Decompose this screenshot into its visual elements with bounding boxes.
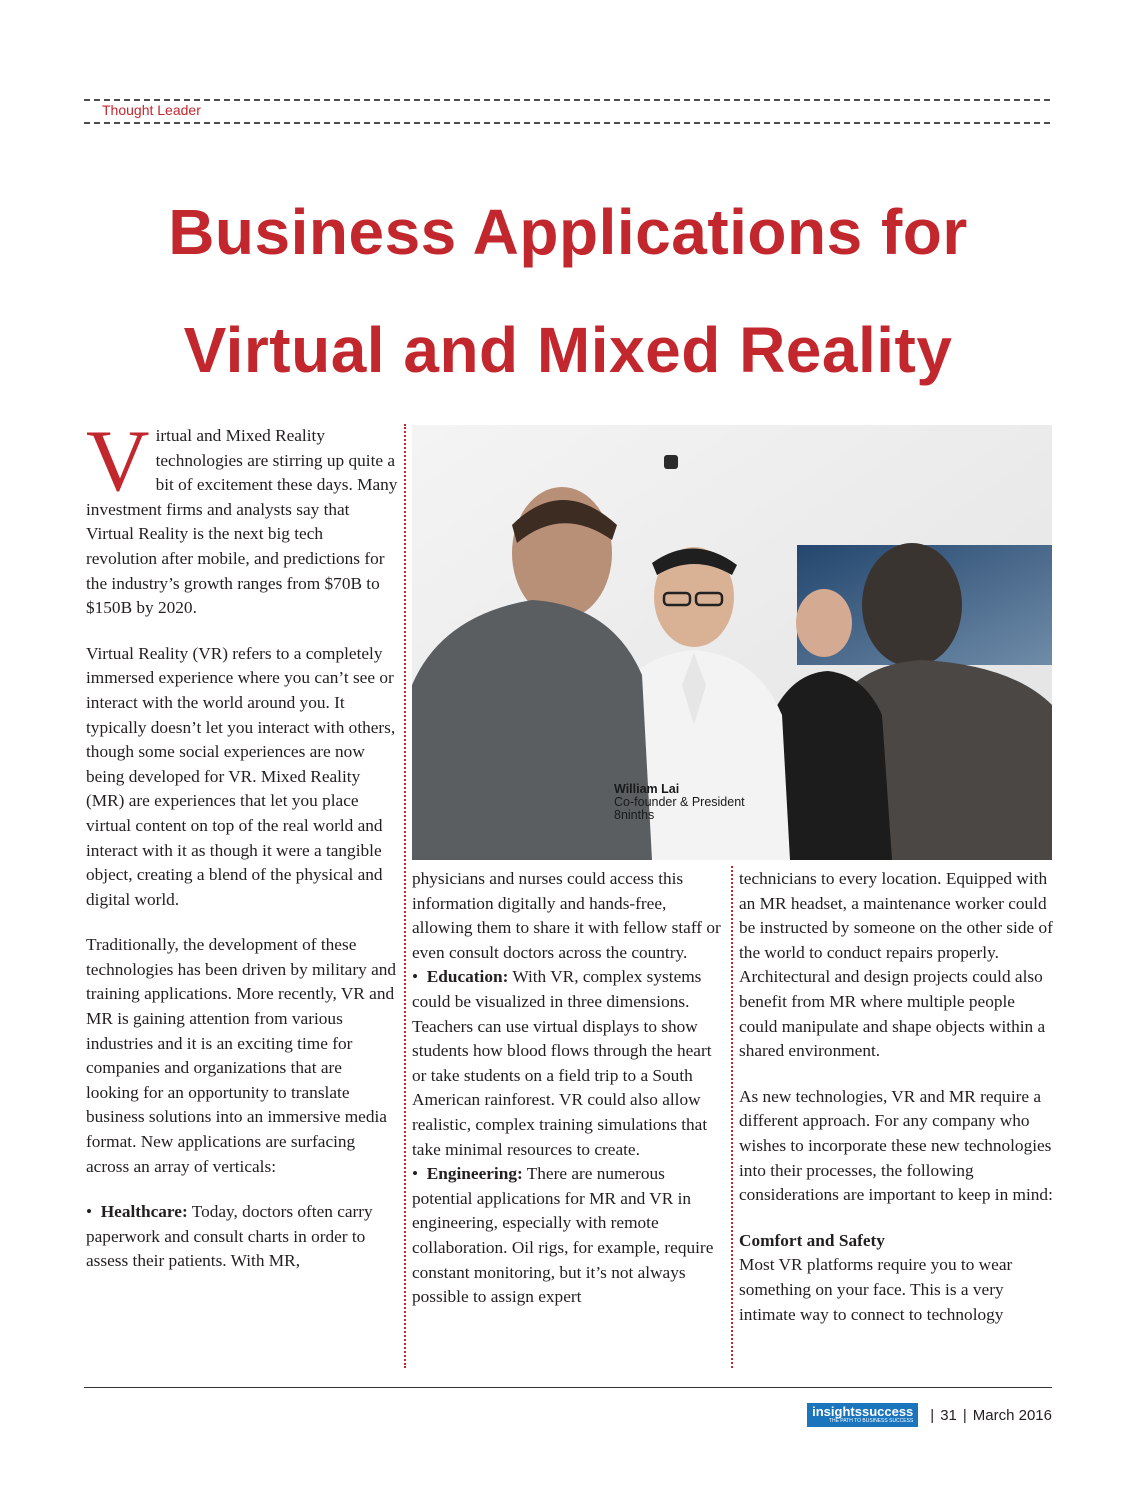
- article-photo: [412, 425, 1052, 860]
- drop-cap: V: [86, 413, 150, 510]
- caption-company: 8ninths: [614, 808, 655, 822]
- logo-text: insightssuccess: [812, 1404, 914, 1419]
- bullet-label: Healthcare:: [100, 1202, 188, 1222]
- issue-date: March 2016: [972, 1406, 1052, 1424]
- headline-line-1: Business Applications for: [168, 196, 968, 268]
- footer-rule: [84, 1387, 1052, 1388]
- bullet-icon: •: [412, 967, 427, 987]
- comfort-paragraph: Most VR platforms require you to wear something on your face. This is a very intimate way to connect to technology: [739, 1255, 1013, 1324]
- column-divider-2: [731, 866, 733, 1368]
- bullet-text: Today, doctors often carry paperwork and consult charts in order to assess their patients. With MR,: [86, 1202, 373, 1271]
- top-dashed-rule: [84, 99, 1050, 101]
- column-divider-1: [404, 424, 406, 1368]
- section-dashed-rule: [84, 122, 1050, 124]
- bullet-text: There are numerous potential applications for MR and VR in engineering, especially with remote collaboration. Oil rigs, for example, require constant monitoring, but it’s not always possible to assign expert: [412, 1164, 714, 1307]
- photo-caption: [614, 783, 745, 822]
- logo-tagline: THE PATH TO BUSINESS SUCCESS: [828, 1418, 914, 1424]
- comfort-heading: [739, 1229, 1055, 1254]
- bullet-label: Education:: [426, 967, 509, 987]
- footer-separator: |: [930, 1406, 935, 1424]
- page-footer: [807, 1403, 1052, 1427]
- engineering-continued: technicians to every location. Equipped with an MR headset, a maintenance worker could be instructed by someone on the other side of the world to conduct repairs properly. Architectural and design projects could also benefit from MR where multiple people could manipulate and shape objects within a shared environment.: [739, 869, 1053, 1061]
- article-column-2: [412, 867, 724, 1310]
- history-paragraph: Traditionally, the development of these technologies has been driven by military and training applications. More recently, VR and MR is gaining attention from various industries and it is an exciting time for companies and organizations that are looking for an opportunity to translate business solutions into an immersive media format. New applications are surfacing across an array of verticals:: [86, 935, 397, 1176]
- bullet-engineering: [412, 1162, 724, 1310]
- section-label: Thought Leader: [102, 102, 201, 118]
- vr-definition-paragraph: Virtual Reality (VR) refers to a completely immersed experience where you can’t see or interact with the world around you. It typically doesn’t let you interact with others, though some social experiences are now being developed for VR. Mixed Reality (MR) are experiences that let you place virtual content on top of the real world and interact with it as though it were a tangible object, creating a blend of the physical and digital world.: [86, 643, 396, 909]
- headline-line-2: Virtual and Mixed Reality: [183, 314, 953, 386]
- caption-name: William Lai: [614, 782, 680, 796]
- article-column-1: [86, 413, 398, 1274]
- footer-separator: |: [962, 1406, 967, 1424]
- bullet-icon: •: [412, 1164, 427, 1184]
- intro-text: irtual and Mixed Reality technologies are stirring up quite a bit of excitement these days. Many investment firms and analysts say that Virtual Reality is the next big tech revolution after mobile, and predictions for the industry’s growth ranges from $70B to $150B by 2020.: [86, 426, 398, 618]
- healthcare-continued: physicians and nurses could access this information digitally and hands-free, allowing them to share it with fellow staff or even consult doctors across the country.: [412, 869, 721, 962]
- intro-paragraph: [86, 413, 398, 621]
- new-tech-paragraph: As new technologies, VR and MR require a different approach. For any company who wishes to incorporate these new technologies into their processes, the following considerations are important to keep in mind:: [739, 1086, 1053, 1205]
- comfort-heading-text: Comfort and Safety: [739, 1230, 885, 1250]
- bullet-healthcare: [86, 1200, 398, 1274]
- article-column-3: [739, 867, 1055, 1327]
- bullet-education: [412, 965, 724, 1162]
- caption-title: Co-founder & President: [614, 795, 745, 809]
- page-number: 31: [940, 1406, 957, 1424]
- bullet-text: With VR, complex systems could be visualized in three dimensions. Teachers can use virtual displays to show students how blood flows through the heart or take students on a field trip to a South American rainforest. VR could also allow realistic, complex training simulations that take minimal resources to create.: [412, 967, 712, 1159]
- publication-logo: [807, 1403, 918, 1427]
- bullet-label: Engineering:: [426, 1164, 523, 1184]
- bullet-icon: •: [86, 1202, 101, 1222]
